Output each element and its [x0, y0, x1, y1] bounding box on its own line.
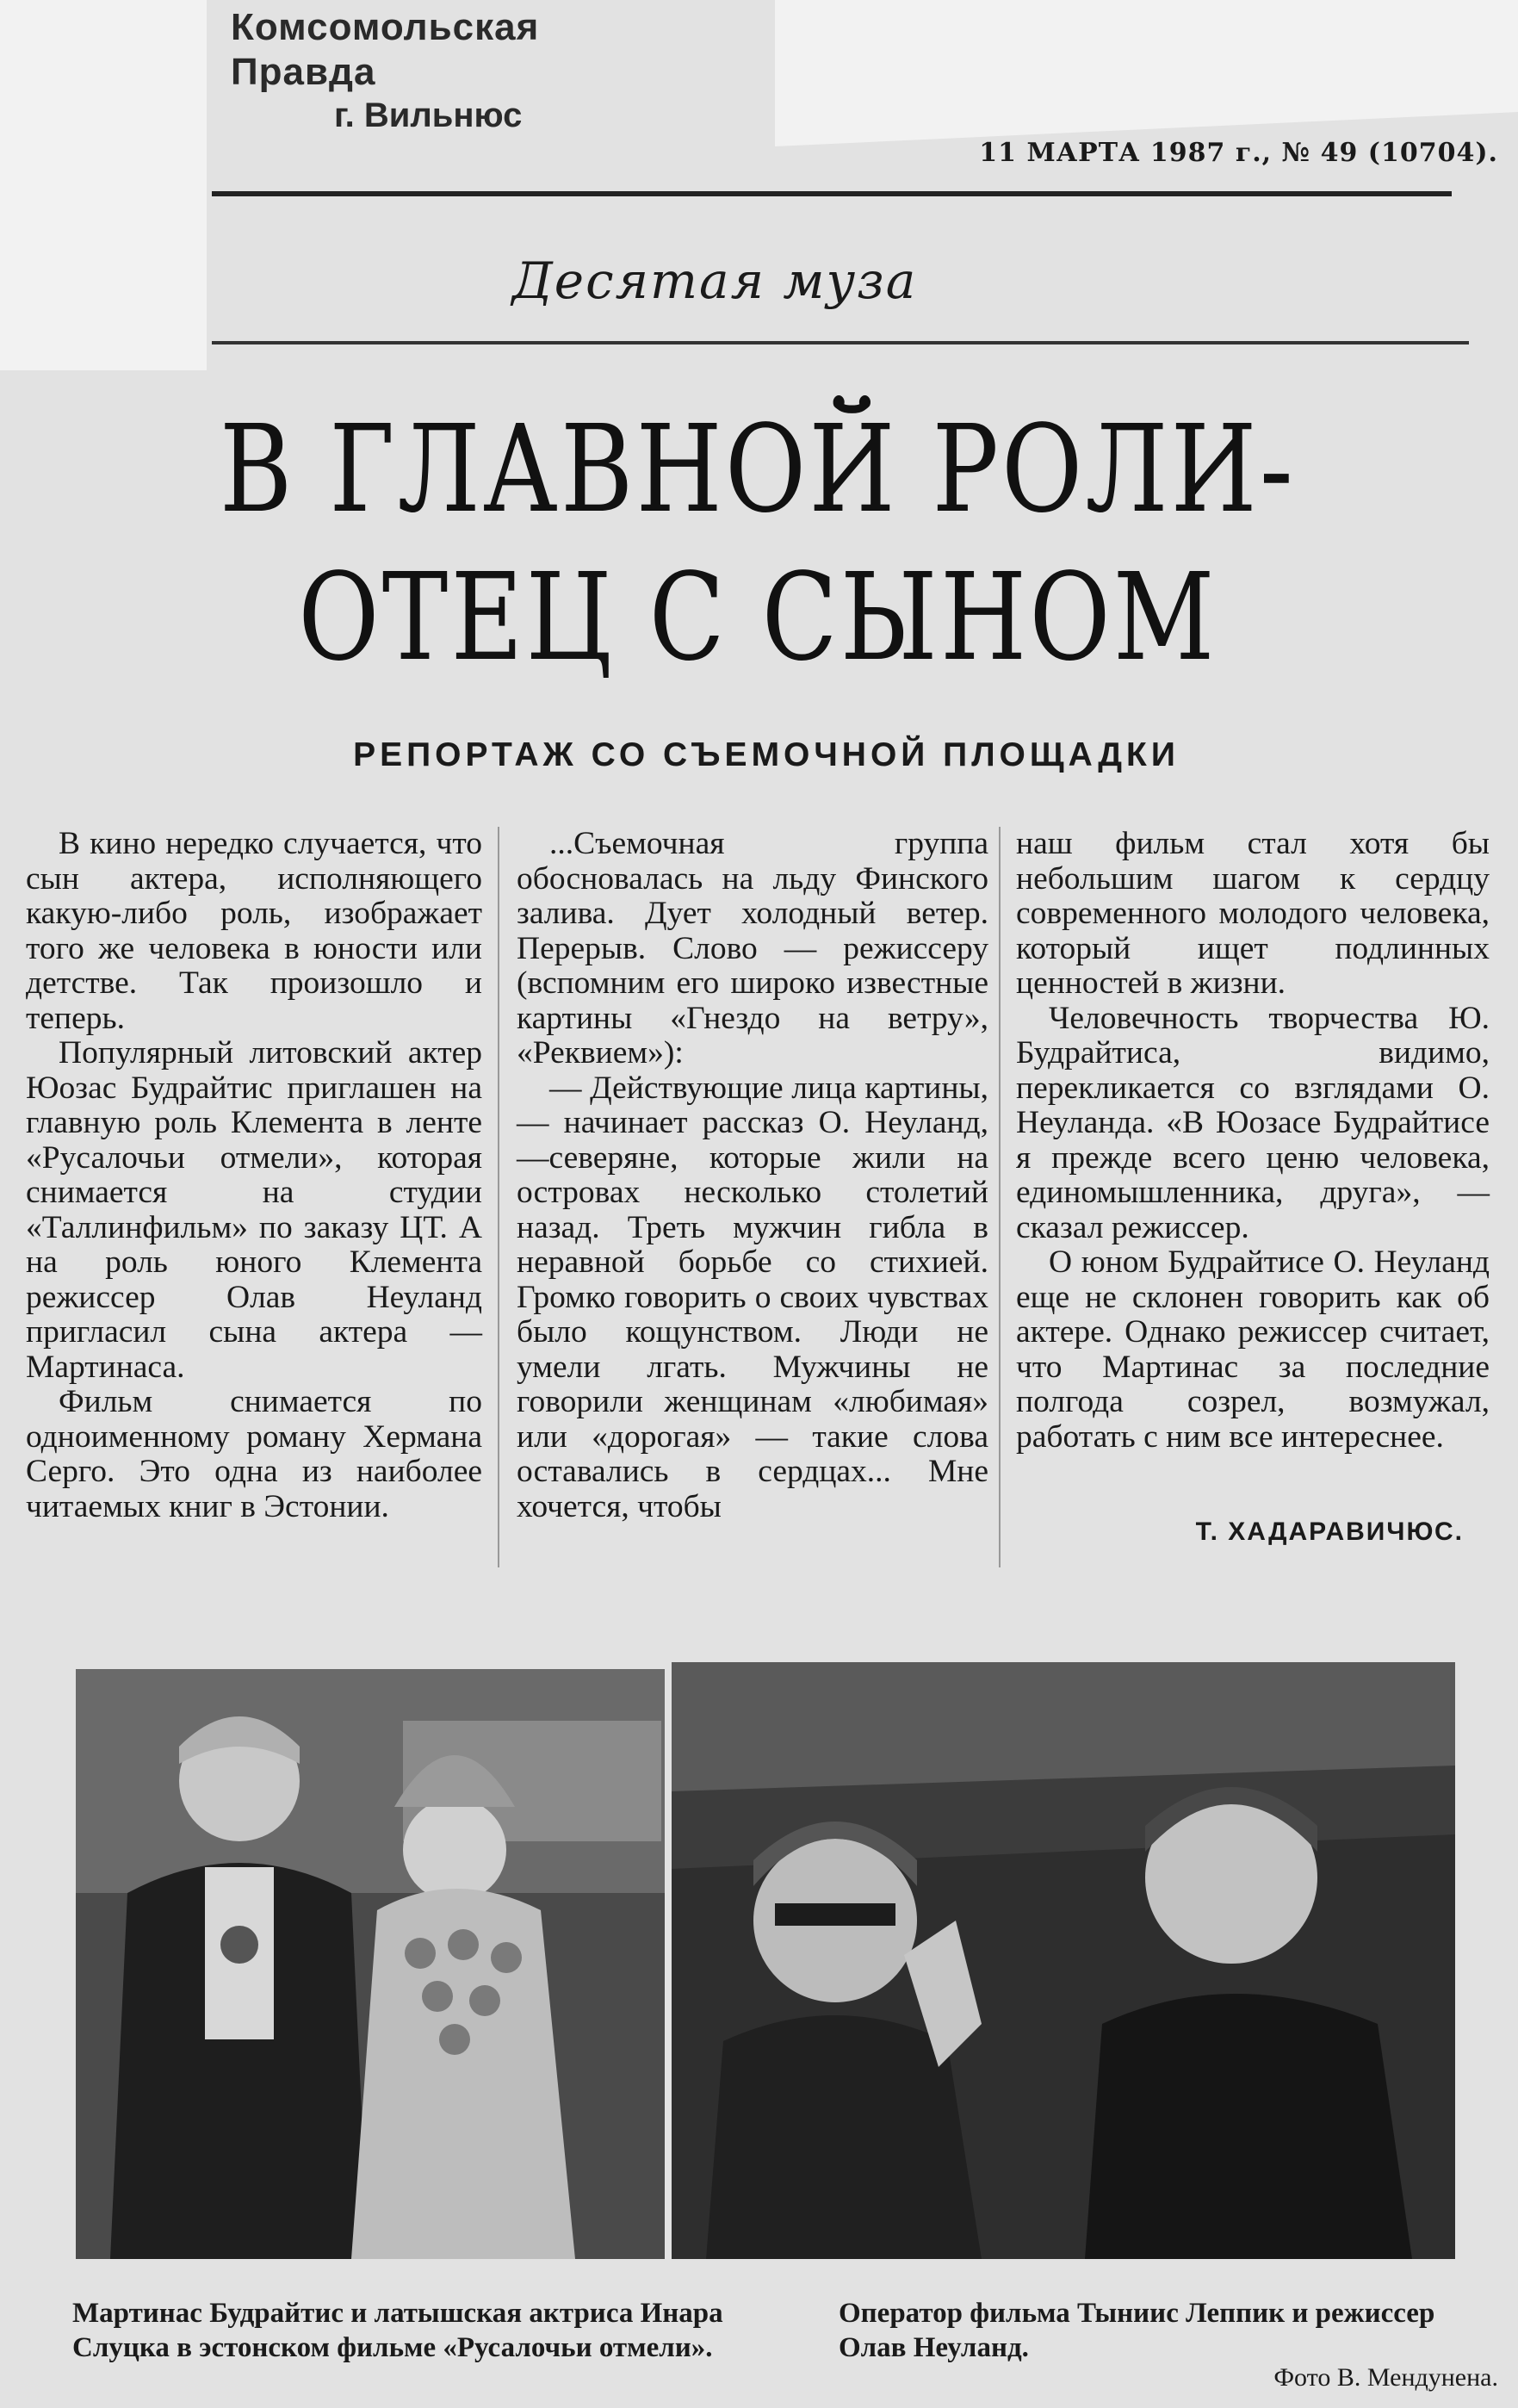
- column-divider: [498, 827, 499, 1567]
- article-column-3: [1016, 827, 1490, 1455]
- newspaper-stamp: [231, 5, 678, 136]
- photo-caption-left: Мартинас Будрайтис и латышская актриса Инара Слуцка в эстонском фильме «Русалочьи отмели».: [72, 2298, 723, 2363]
- rubric: Десятая муза: [511, 251, 918, 310]
- headline-line-2: ОТЕЦ С СЫНОМ: [298, 548, 1217, 688]
- paragraph: В кино нередко случается, что сын актера, исполняющего какую-либо роль, изображает того же человека в юности или детстве. Так произошло и теперь.: [26, 826, 482, 1036]
- subheadline: РЕПОРТАЖ СО СЪЕМОЧНОЙ ПЛОЩАДКИ: [353, 736, 1180, 773]
- author-byline: Т. ХАДАРАВИЧЮС.: [1195, 1517, 1464, 1546]
- photo-actors-in-costume: [76, 1669, 665, 2259]
- paragraph: — Действующие лица картины, — начинает рассказ О. Неуланд, —северяне, которые жили на островах несколько столетий назад. Треть мужчин гибла в неравной борьбе со стихией. Громко говорить о своих чувствах было кощунством. Люди не умели лгать. Мужчины не говорили женщинам «любимая» или «дорогая» — такие слова оставались в сердцах... Мне хочется, чтобы: [517, 1070, 988, 1524]
- photo-caption-right: Оператор фильма Тыниис Леппик и режиссер Олав Неуланд.: [839, 2298, 1435, 2363]
- photo-credit: Фото В. Мендунена.: [1273, 2363, 1498, 2392]
- headline: [179, 396, 1337, 692]
- rubric-rule: [212, 341, 1469, 344]
- photo-cameraman-and-director: [672, 1662, 1455, 2259]
- stamp-newspaper-name: Комсомольская Правда: [231, 6, 540, 93]
- paragraph: О юном Будрайтисе О. Неуланд еще не склонен говорить как об актере. Однако режиссер считает, что Мартинас за последние полгода созрел, возмужал, работать с ним все интереснее.: [1016, 1244, 1490, 1455]
- stamp-city: г. Вильнюс: [334, 96, 523, 134]
- headline-line-1: В ГЛАВНОЙ РОЛИ-: [219, 400, 1297, 540]
- paragraph: Популярный литовский актер Юозас Будрайтис приглашен на главную роль Клемента в ленте «Русалочьи отмели», которая снимается на студии «Таллинфильм» по заказу ЦТ. А на роль юного Клемента режиссер Олав Неуланд пригласил сына актера — Мартинаса.: [26, 1035, 482, 1385]
- paragraph: Человечность творчества Ю. Будрайтиса, видимо, перекликается со взглядами О. Неуланда. «В Юозасе Будрайтисе я прежде всего ценю человека, единомышленника, друга», — сказал режиссер.: [1016, 1000, 1490, 1245]
- article-column-2: [517, 827, 988, 1524]
- issue-dateline: 11 МАРТА 1987 г., № 49 (10704).: [979, 138, 1498, 168]
- paragraph: ...Съемочная группа обосновалась на льду Финского залива. Дует холодный ветер. Перерыв. Слово — режиссеру (вспомним его широко известные картины «Гнездо на ветру», «Реквием»):: [517, 826, 988, 1071]
- paragraph: наш фильм стал хотя бы небольшим шагом к сердцу современного молодого человека, который ищет подлинных ценностей в жизни.: [1016, 826, 1490, 1001]
- article-column-1: [26, 827, 482, 1524]
- column-divider: [999, 827, 1001, 1567]
- paragraph: Фильм снимается по одноименному роману Хермана Серго. Это одна из наиболее читаемых книг в Эстонии.: [26, 1384, 482, 1524]
- top-rule: [212, 191, 1452, 196]
